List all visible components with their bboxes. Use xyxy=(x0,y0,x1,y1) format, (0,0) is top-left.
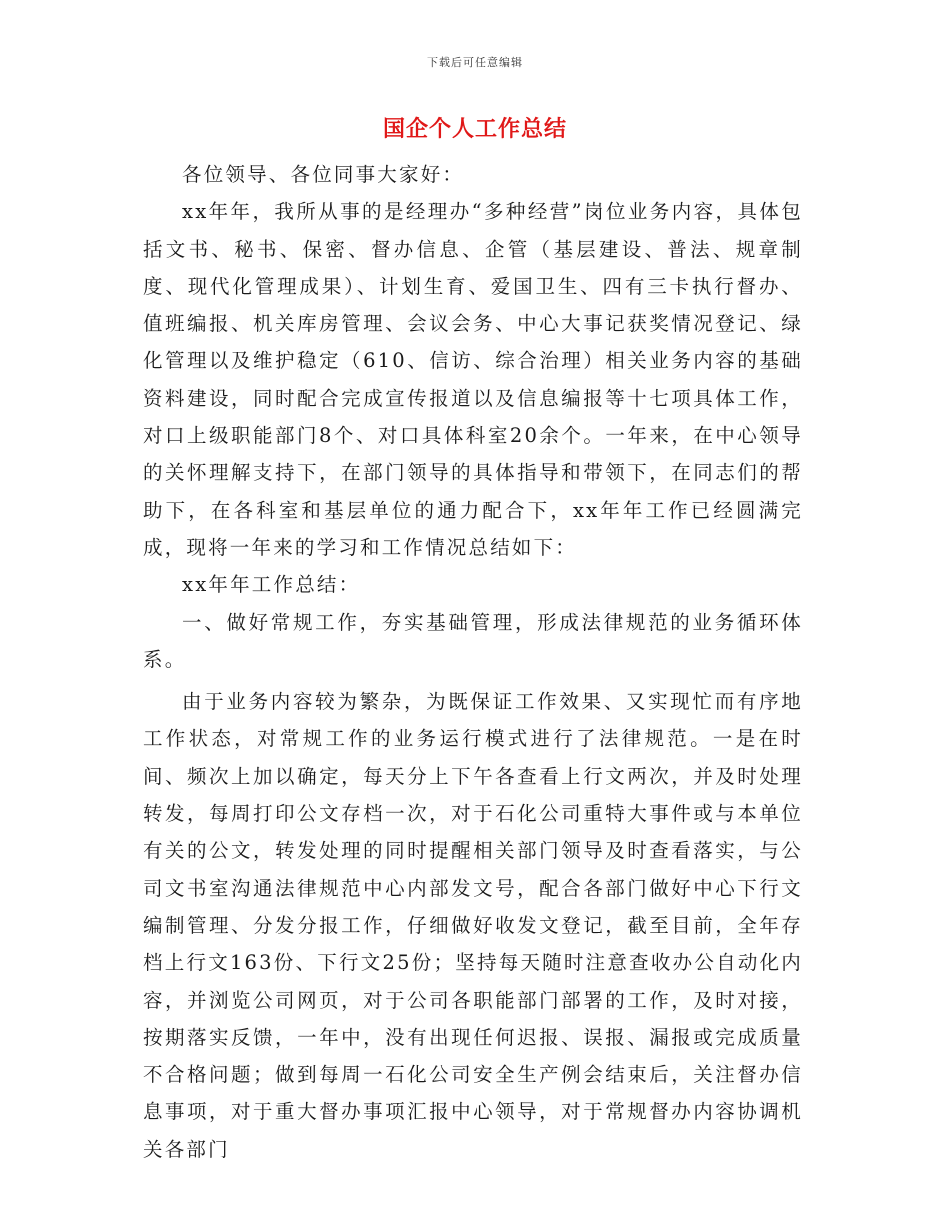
document-title: 国企个人工作总结 xyxy=(382,116,567,142)
paragraph-section-one-heading: 一、做好常规工作，夯实基础管理，形成法律规范的业务循环体系。 xyxy=(143,610,803,671)
paragraph-greeting: 各位领导、各位同事大家好： xyxy=(182,163,465,186)
paragraph-section-one-body: 由于业务内容较为繁杂，为既保证工作效果、又实现忙而有序地工作状态，对常规工作的业务运行模式进行了法律规范。一是在时间、频次上加以确定，每天分上下午各查看上行文两次，并及时处理转发，每周打印公文存档一次，对于石化公司重特大事件或与本单位有关的公文，转发处理的同时提醒相关部门领导及时查看落实，与公司文书室沟通法律规范中心内部发文号，配合各部门做好中心下行文编制管理、分发分报工作，仔细做好收发文登记，截至目前，全年存档上行文163份、下行文25份；坚持每天随时注意查收办公自动化内容，并浏览公司网页，对于公司各职能部门部署的工作，及时对接，按期落实反馈，一年中，没有出现任何迟报、误报、漏报或完成质量不合格问题；做到每周一石化公司安全生产例会结束后，关注督办信息事项，对于重大督办事项汇报中心领导，对于常规督办内容协调机关各部门 xyxy=(143,690,803,1161)
paragraph-intro: xx年年，我所从事的是经理办“多种经营”岗位业务内容，具体包括文书、秘书、保密、督办信息、企管（基层建设、普法、规章制度、现代化管理成果）、计划生育、爱国卫生、四有三卡执行督办、值班编报、机关库房管理、会议会务、中心大事记获奖情况登记、绿化管理以及维护稳定（610、信访、综合治理）相关业务内容的基础资料建设，同时配合完成宣传报道以及信息编报等十七项具体工作，对口上级职能部门8个、对口具体科室20余个。一年来，在中心领导的关怀理解支持下，在部门领导的具体指导和带领下，在同志们的帮助下，在各科室和基层单位的通力配合下，xx年年工作已经圆满完成，现将一年来的学习和工作情况总结如下： xyxy=(143,200,803,559)
document-body xyxy=(143,156,803,1168)
paragraph-summary-heading: xx年年工作总结： xyxy=(182,573,361,597)
header-note: 下载后可任意编辑 xyxy=(427,56,523,69)
